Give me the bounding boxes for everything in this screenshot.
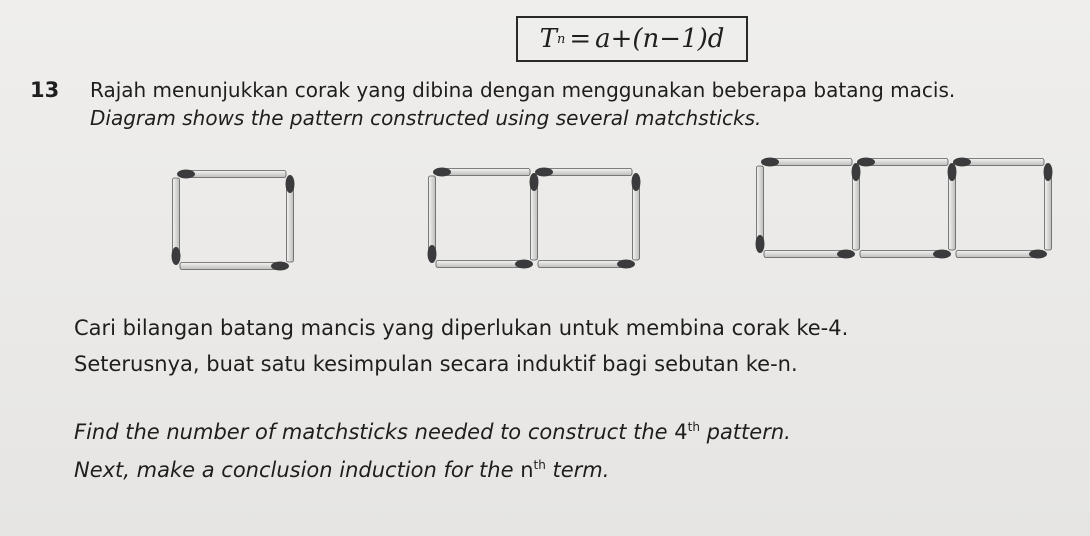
english-task-1-sup: th [687, 420, 700, 434]
formula-lhs: T [539, 24, 557, 54]
malay-task-1: Cari bilangan batang mancis yang diperlukan untuk membina corak ke-4. [74, 316, 849, 340]
match-head [535, 168, 553, 177]
match-head [852, 163, 861, 181]
english-task-2-sup: th [533, 458, 546, 472]
match-head [617, 260, 635, 269]
matchstick [180, 263, 286, 270]
english-task-1-before: Find the number of matchsticks needed to construct the [74, 420, 675, 444]
english-task-2 [74, 458, 609, 482]
malay-intro: Rajah menunjukkan corak yang dibina dengan menggunakan beberapa batang macis. [90, 78, 956, 102]
malay-task-2: Seterusnya, buat satu kesimpulan secara induktif bagi sebutan ke-n. [74, 352, 798, 376]
match-head [515, 260, 533, 269]
english-task-1 [74, 420, 791, 444]
match-head [837, 250, 855, 259]
formula-rhs: a+(n−1)d [595, 24, 725, 54]
question-number: 13 [30, 78, 60, 102]
matchstick [180, 171, 286, 178]
match-head [1044, 163, 1053, 181]
formula-equals: = [569, 24, 592, 54]
formula-lhs-subscript: n [556, 31, 566, 47]
match-head [428, 245, 437, 263]
match-head [632, 173, 641, 191]
match-head [286, 175, 295, 193]
match-head [756, 235, 765, 253]
match-head [172, 247, 181, 265]
pattern-2 [428, 168, 641, 269]
pattern-1 [172, 170, 295, 271]
match-head [857, 158, 875, 167]
match-head [530, 173, 539, 191]
english-task-1-num: 4 [674, 420, 688, 444]
english-intro: Diagram shows the pattern constructed using several matchsticks. [90, 106, 762, 130]
match-head [433, 168, 451, 177]
match-head [177, 170, 195, 179]
match-head [933, 250, 951, 259]
english-task-1-after: pattern. [699, 420, 791, 444]
match-head [1029, 250, 1047, 259]
match-head [761, 158, 779, 167]
english-task-2-after: term. [545, 458, 610, 482]
pattern-3 [756, 158, 1053, 259]
english-task-2-var: n [520, 458, 534, 482]
match-head [948, 163, 957, 181]
match-head [953, 158, 971, 167]
match-head [271, 262, 289, 271]
english-task-2-before: Next, make a conclusion induction for the [74, 458, 521, 482]
